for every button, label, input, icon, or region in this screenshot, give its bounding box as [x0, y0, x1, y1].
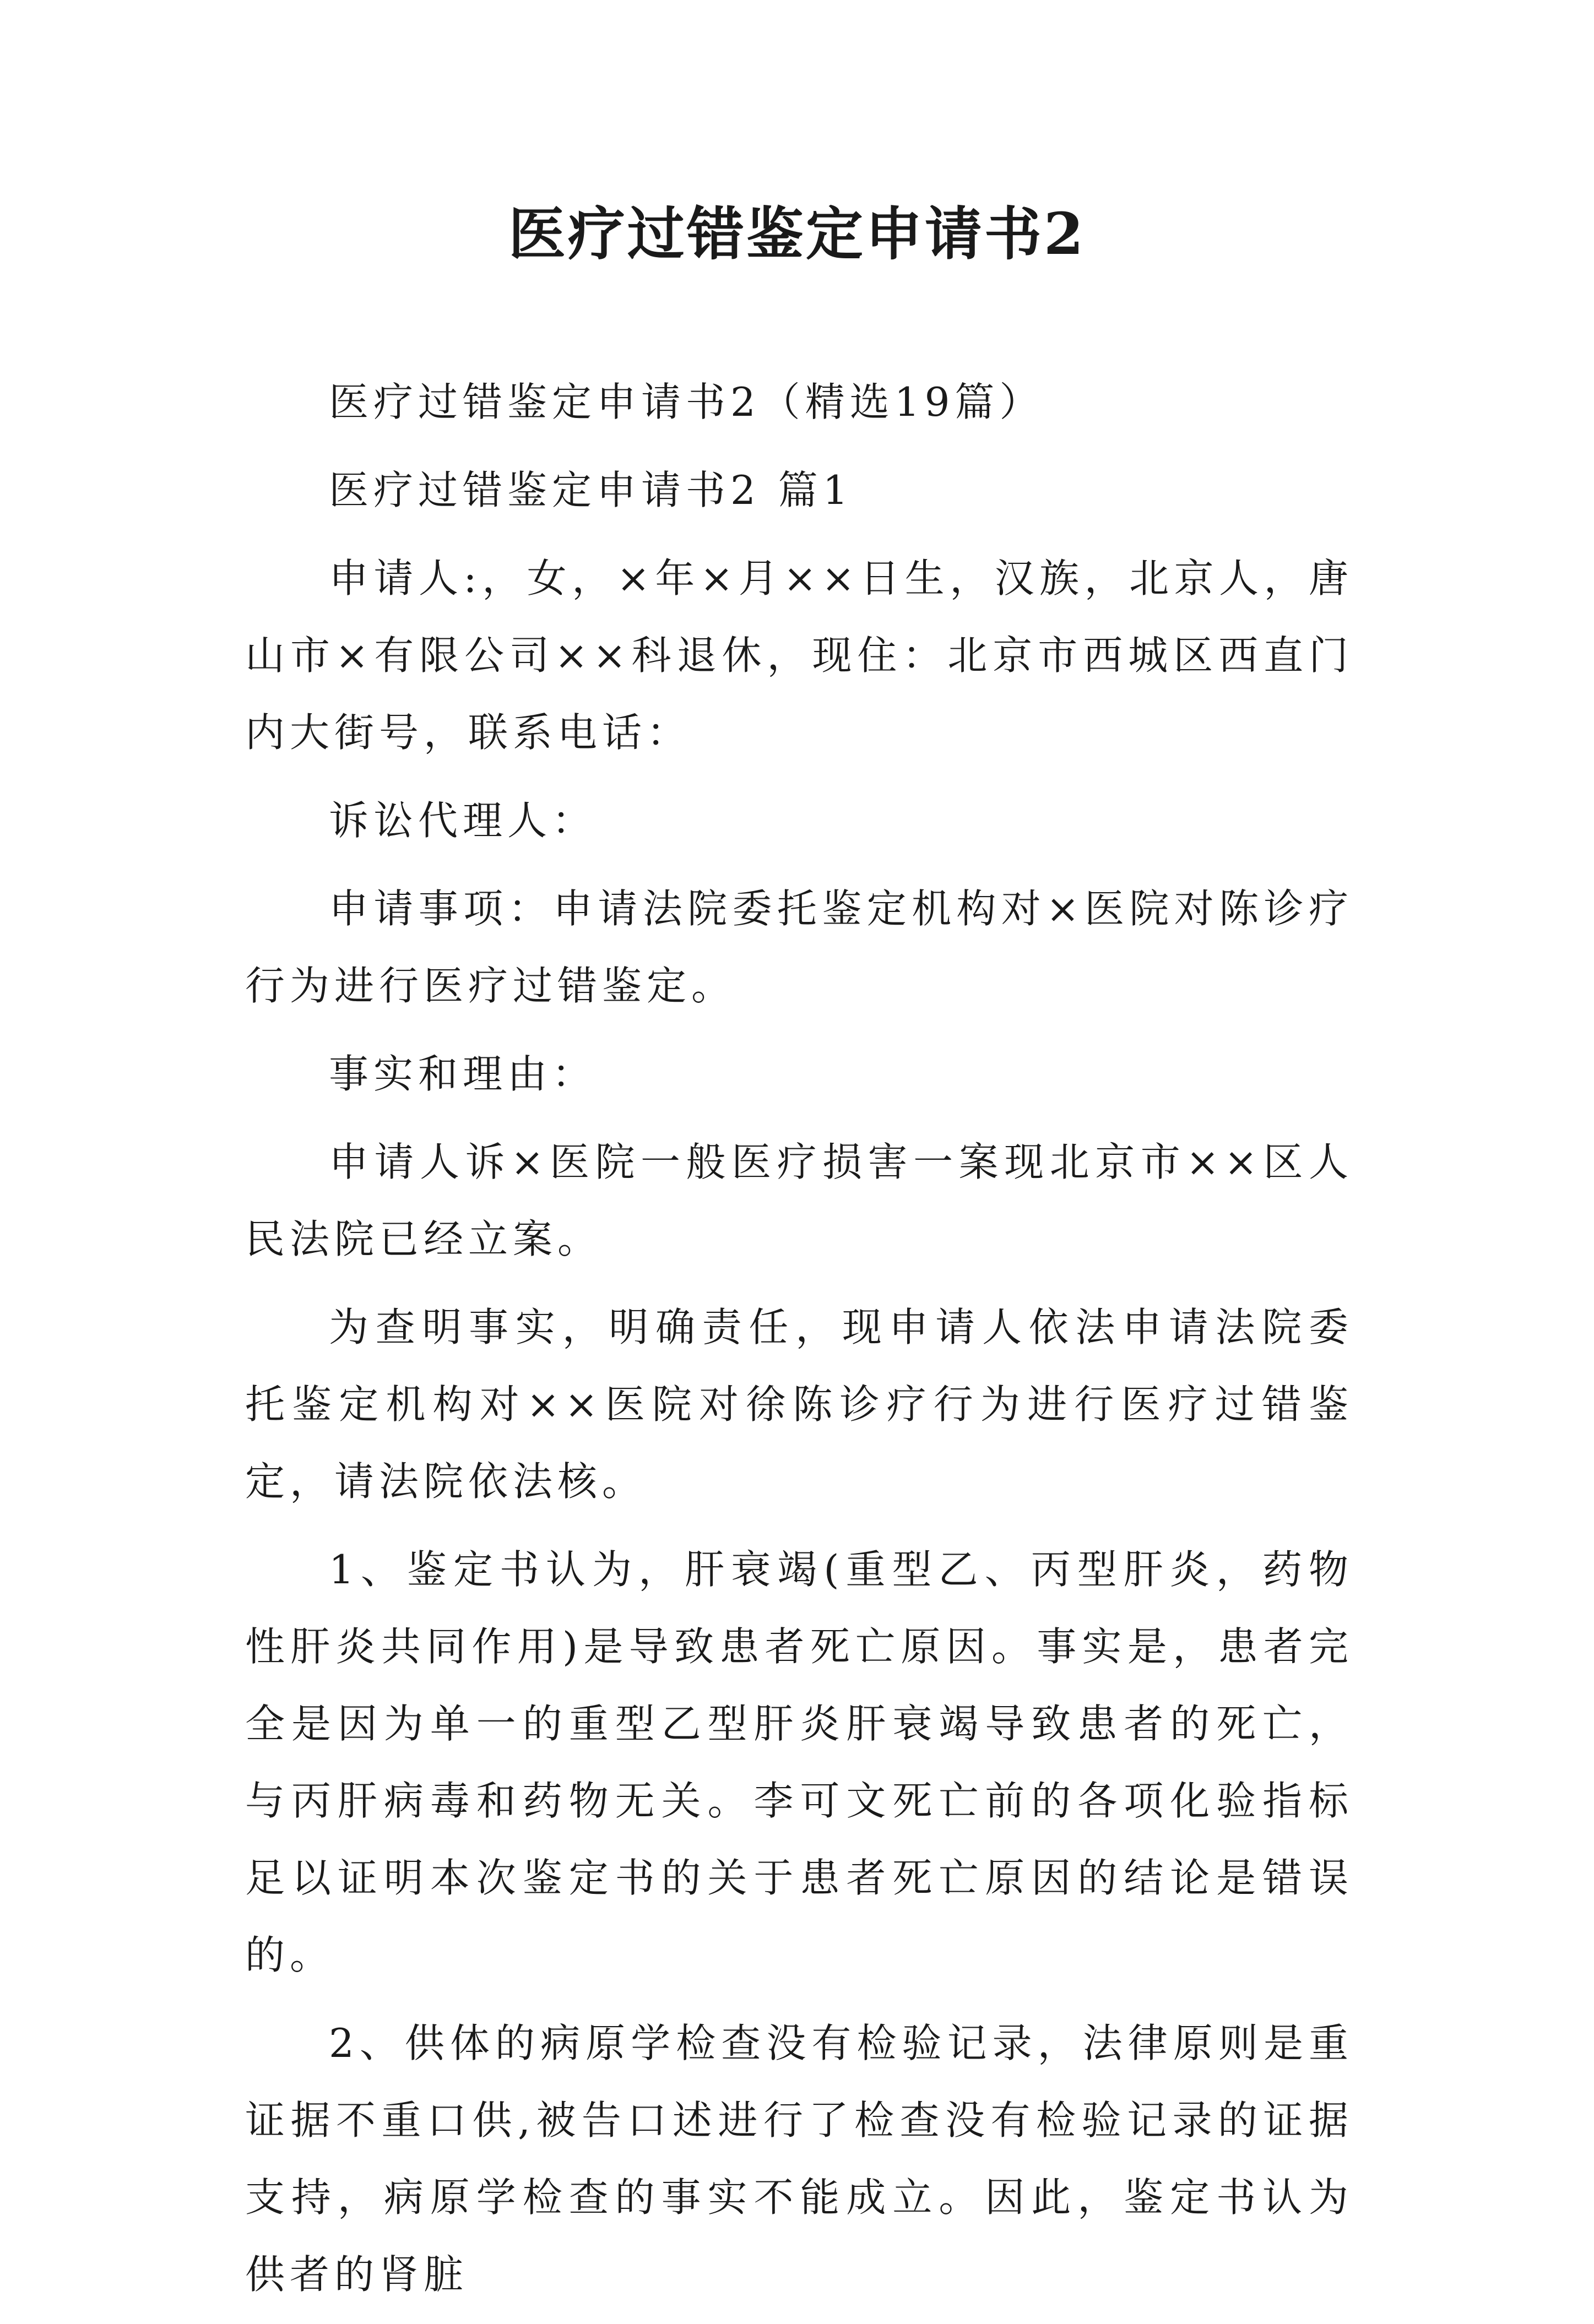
- paragraph-agent: 诉讼代理人：: [329, 797, 597, 844]
- paragraph-section-heading: 医疗过错鉴定申请书2 篇1: [329, 467, 853, 513]
- paragraph-facts-heading: 事实和理由：: [329, 1051, 597, 1097]
- paragraph-point-2: 2、供体的病原学检查没有检验记录，法律原则是重证据不重口供,被告口述进行了检查没有检验记录的证据支持，病原学检查的事实不能成立。因此，鉴定书认为供者的肾脏: [245, 2020, 1353, 2298]
- paragraph-request-items: 申请事项：申请法院委托鉴定机构对×医院对陈诊疗行为进行医疗过错鉴定。: [245, 886, 1353, 1009]
- paragraph-subtitle: 医疗过错鉴定申请书2（精选19篇）: [329, 379, 1044, 425]
- document-body: [245, 363, 1353, 2324]
- document-title: 医疗过错鉴定申请书2: [508, 200, 1086, 268]
- paragraph-purpose: 为查明事实，明确责任，现申请人依法申请法院委托鉴定机构对××医院对徐陈诊疗行为进行医疗过错鉴定，请法院依法核。: [245, 1304, 1353, 1505]
- paragraph-point-1: 1、鉴定书认为，肝衰竭(重型乙、丙型肝炎，药物性肝炎共同作用)是导致患者死亡原因。事实是，患者完全是因为单一的重型乙型肝炎肝衰竭导致患者的死亡，与丙肝病毒和药物无关。李可文死亡前的各项化验指标足以证明本次鉴定书的关于患者死亡原因的结论是错误的。: [245, 1546, 1353, 1978]
- paragraph-case-filed: 申请人诉×医院一般医疗损害一案现北京市××区人民法院已经立案。: [245, 1139, 1353, 1262]
- paragraph-applicant: 申请人:，女，×年×月××日生，汉族，北京人，唐山市×有限公司××科退休，现住：北京市西城区西直门内大街号，联系电话：: [245, 555, 1353, 756]
